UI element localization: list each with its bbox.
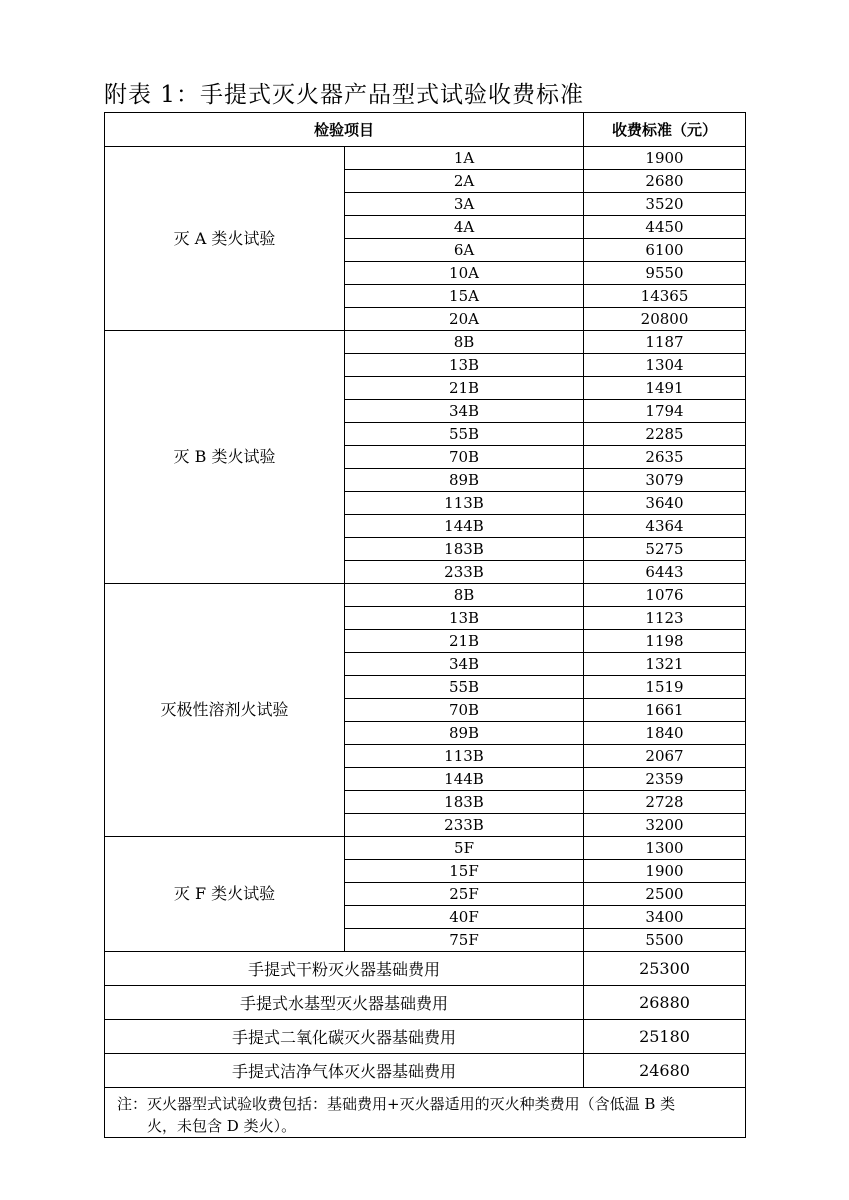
table-body [105, 147, 746, 1088]
fee-cell: 2635 [584, 446, 746, 469]
spec-cell: 183B [345, 538, 584, 561]
base-fee-row [105, 1020, 746, 1054]
fee-cell: 3079 [584, 469, 746, 492]
fee-cell: 1123 [584, 607, 746, 630]
spec-cell: 75F [345, 929, 584, 952]
spec-cell: 8B [345, 331, 584, 354]
fee-cell: 14365 [584, 285, 746, 308]
fee-cell: 1304 [584, 354, 746, 377]
fee-cell: 2285 [584, 423, 746, 446]
group-label: 灭 B 类火试验 [105, 331, 345, 584]
base-fee-label: 手提式洁净气体灭火器基础费用 [105, 1054, 584, 1088]
table-header-row [105, 113, 746, 147]
fee-cell: 1300 [584, 837, 746, 860]
spec-cell: 55B [345, 423, 584, 446]
fee-cell: 2500 [584, 883, 746, 906]
spec-cell: 1A [345, 147, 584, 170]
spec-cell: 34B [345, 400, 584, 423]
fee-cell: 1900 [584, 147, 746, 170]
spec-cell: 6A [345, 239, 584, 262]
spec-cell: 89B [345, 722, 584, 745]
note-line-1: 注：灭火器型式试验收费包括：基础费用+灭火器适用的灭火种类费用（含低温 B 类 [117, 1095, 676, 1113]
base-fee-row [105, 986, 746, 1020]
spec-cell: 25F [345, 883, 584, 906]
fee-cell: 6443 [584, 561, 746, 584]
base-fee-row [105, 1054, 746, 1088]
base-fee-label: 手提式二氧化碳灭火器基础费用 [105, 1020, 584, 1054]
table-row [105, 837, 746, 860]
base-fee-label: 手提式干粉灭火器基础费用 [105, 952, 584, 986]
header-item: 检验项目 [105, 113, 584, 147]
fee-cell: 5500 [584, 929, 746, 952]
fee-cell: 9550 [584, 262, 746, 285]
fee-cell: 1491 [584, 377, 746, 400]
fee-cell: 1794 [584, 400, 746, 423]
table-row [105, 331, 746, 354]
spec-cell: 233B [345, 561, 584, 584]
spec-cell: 21B [345, 630, 584, 653]
fee-cell: 1900 [584, 860, 746, 883]
fee-cell: 6100 [584, 239, 746, 262]
spec-cell: 4A [345, 216, 584, 239]
fee-cell: 3400 [584, 906, 746, 929]
fee-cell: 20800 [584, 308, 746, 331]
spec-cell: 13B [345, 607, 584, 630]
spec-cell: 34B [345, 653, 584, 676]
fee-cell: 3200 [584, 814, 746, 837]
base-fee-label: 手提式水基型灭火器基础费用 [105, 986, 584, 1020]
spec-cell: 144B [345, 768, 584, 791]
spec-cell: 21B [345, 377, 584, 400]
base-fee-value: 26880 [584, 986, 746, 1020]
base-fee-row [105, 952, 746, 986]
base-fee-value: 25300 [584, 952, 746, 986]
fee-cell: 3520 [584, 193, 746, 216]
spec-cell: 3A [345, 193, 584, 216]
table-row [105, 147, 746, 170]
fee-cell: 1519 [584, 676, 746, 699]
note-row [105, 1088, 746, 1138]
spec-cell: 15A [345, 285, 584, 308]
fee-cell: 4364 [584, 515, 746, 538]
page-title: 附表 1：手提式灭火器产品型式试验收费标准 [104, 82, 584, 108]
group-label: 灭极性溶剂火试验 [105, 584, 345, 837]
spec-cell: 113B [345, 492, 584, 515]
base-fee-value: 25180 [584, 1020, 746, 1054]
spec-cell: 89B [345, 469, 584, 492]
fee-cell: 5275 [584, 538, 746, 561]
spec-cell: 144B [345, 515, 584, 538]
spec-cell: 20A [345, 308, 584, 331]
fee-cell: 4450 [584, 216, 746, 239]
spec-cell: 113B [345, 745, 584, 768]
spec-cell: 5F [345, 837, 584, 860]
spec-cell: 55B [345, 676, 584, 699]
fee-cell: 1076 [584, 584, 746, 607]
group-label: 灭 F 类火试验 [105, 837, 345, 952]
spec-cell: 10A [345, 262, 584, 285]
spec-cell: 13B [345, 354, 584, 377]
fee-cell: 1661 [584, 699, 746, 722]
fee-cell: 1187 [584, 331, 746, 354]
header-fee: 收费标准（元） [584, 113, 746, 147]
note-line-2: 火，未包含 D 类火）。 [147, 1117, 297, 1135]
spec-cell: 2A [345, 170, 584, 193]
spec-cell: 70B [345, 446, 584, 469]
fee-cell: 2728 [584, 791, 746, 814]
fee-cell: 1840 [584, 722, 746, 745]
spec-cell: 8B [345, 584, 584, 607]
note-cell [105, 1088, 746, 1138]
base-fee-value: 24680 [584, 1054, 746, 1088]
fee-cell: 2359 [584, 768, 746, 791]
fee-cell: 2680 [584, 170, 746, 193]
spec-cell: 15F [345, 860, 584, 883]
table-row [105, 584, 746, 607]
fee-cell: 1321 [584, 653, 746, 676]
spec-cell: 70B [345, 699, 584, 722]
group-label: 灭 A 类火试验 [105, 147, 345, 331]
fee-cell: 3640 [584, 492, 746, 515]
fee-table [104, 112, 746, 1138]
spec-cell: 40F [345, 906, 584, 929]
fee-cell: 2067 [584, 745, 746, 768]
fee-cell: 1198 [584, 630, 746, 653]
spec-cell: 183B [345, 791, 584, 814]
spec-cell: 233B [345, 814, 584, 837]
